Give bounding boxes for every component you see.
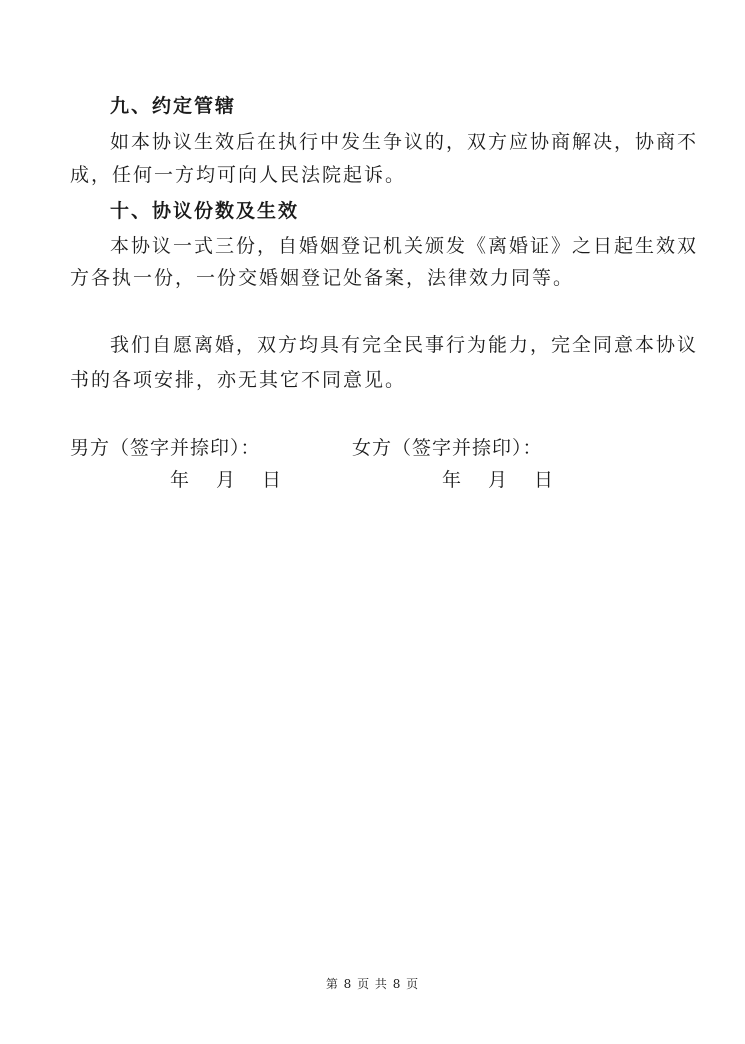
declaration-line-1: 我们自愿离婚，双方均具有完全民事行为能力，完全同意本协议 [110, 334, 699, 356]
male-signature-label: 男方（签字并捺印）： [70, 437, 261, 459]
declaration-line-2: 书的各项安排，亦无其它不同意见。 [70, 369, 407, 391]
jurisdiction-paragraph-line-1: 如本协议生效后在执行中发生争议的，双方应协商解决，协商不 [110, 131, 699, 153]
page-number-footer: 第 8 页 共 8 页 [325, 977, 420, 991]
jurisdiction-paragraph-line-2: 成，任何一方均可向人民法院起诉。 [70, 164, 407, 186]
copies-paragraph-line-1: 本协议一式三份，自婚姻登记机关颁发《离婚证》之日起生效双 [110, 235, 699, 257]
section-heading-jurisdiction: 九、约定管辖 [110, 95, 237, 117]
copies-paragraph-line-2: 方各执一份，一份交婚姻登记处备案，法律效力同等。 [70, 267, 575, 289]
section-heading-copies: 十、协议份数及生效 [110, 200, 300, 222]
female-signature-label: 女方（签字并捺印）： [352, 437, 543, 459]
male-signature-date: 年 月 日 [170, 469, 286, 491]
female-signature-date: 年 月 日 [442, 469, 558, 491]
